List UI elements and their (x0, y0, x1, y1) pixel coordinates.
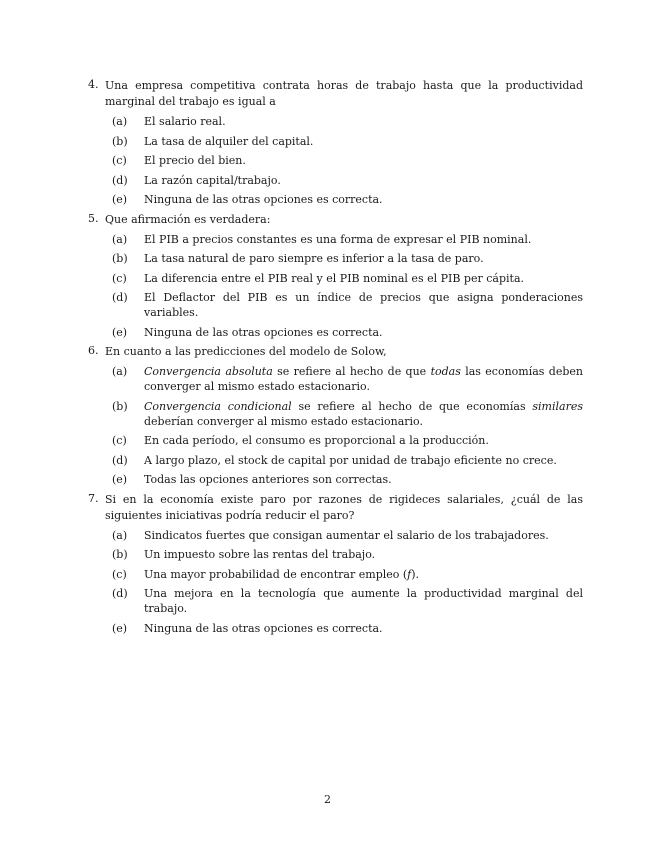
option-text-part: se refiere al hecho de que economías (291, 399, 533, 413)
option-text: El precio del bien. (144, 154, 246, 167)
option-label: (b) (112, 252, 128, 265)
option-d (88, 453, 583, 468)
emphasis-term: todas (430, 365, 461, 378)
option-label: (c) (112, 567, 127, 581)
option-text: Un impuesto sobre las rentas del trabajo. (144, 548, 376, 561)
option-a (88, 114, 583, 129)
question-text: Una empresa competitiva contrata horas de trabajo hasta que la productividad marginal del trabajo es igual a (105, 79, 583, 108)
option-b (88, 251, 583, 266)
option-a (88, 232, 583, 247)
option-b (88, 134, 583, 149)
question-text: Si en la economía existe paro por razones de rigideces salariales, ¿cuál de las siguientes iniciativas podría reducir el paro? (105, 492, 583, 522)
option-label: (b) (112, 548, 128, 561)
emphasis-term: Convergencia absoluta (144, 365, 273, 378)
option-label: (e) (112, 621, 128, 635)
option-text-part: se refiere al hecho de que (272, 365, 431, 378)
option-label: (d) (112, 291, 128, 304)
option-text-part: las economías deben converger al mismo estado estacionario. (144, 365, 583, 393)
option-label: (e) (112, 473, 128, 486)
option-list (88, 232, 583, 340)
option-text: El salario real. (144, 115, 226, 128)
option-text-part: Una mayor probabilidad de encontrar empleo ( (144, 567, 408, 581)
option-text: Todas las opciones anteriores son correctas. (144, 473, 392, 486)
option-b (88, 399, 583, 429)
option-e (88, 472, 583, 487)
option-text (144, 399, 583, 429)
option-label: (a) (112, 528, 128, 542)
question-text: En cuanto a las predicciones del modelo de Solow, (105, 345, 387, 358)
emphasis-term: f (407, 567, 412, 581)
option-label: (d) (112, 587, 128, 600)
question-4 (88, 78, 583, 207)
option-label: (a) (112, 115, 128, 128)
question-number: 6. (88, 344, 99, 357)
option-c (88, 271, 583, 286)
option-a (88, 364, 583, 394)
option-label: (c) (112, 271, 127, 285)
option-a (88, 528, 583, 543)
emphasis-term: similares (532, 399, 583, 413)
question-number: 5. (88, 211, 99, 225)
option-label: (a) (112, 232, 128, 246)
option-text (144, 567, 583, 582)
question-6 (88, 344, 583, 487)
option-label: (c) (112, 434, 127, 447)
option-text: Sindicatos fuertes que consigan aumentar el salario de los trabajadores. (144, 528, 549, 542)
option-list (88, 114, 583, 207)
option-b (88, 547, 583, 562)
option-label: (e) (112, 193, 128, 206)
option-e (88, 621, 583, 636)
option-text: La tasa de alquiler del capital. (144, 134, 314, 148)
option-text: Ninguna de las otras opciones es correcta. (144, 621, 383, 635)
option-list (88, 364, 583, 487)
option-text: Ninguna de las otras opciones es correcta. (144, 325, 383, 339)
question-number: 4. (88, 78, 99, 91)
exam-page (88, 78, 583, 640)
option-text: A largo plazo, el stock de capital por unidad de trabajo eficiente no crece. (144, 453, 557, 467)
option-text-part: deberían converger al mismo estado estacionario. (144, 414, 423, 428)
option-text: La tasa natural de paro siempre es inferior a la tasa de paro. (144, 252, 484, 265)
option-label: (a) (112, 365, 128, 378)
option-e (88, 192, 583, 207)
option-d (88, 290, 583, 320)
option-text: En cada período, el consumo es proporcional a la producción. (144, 434, 489, 447)
option-c (88, 153, 583, 168)
option-c (88, 567, 583, 582)
option-e (88, 325, 583, 340)
page-number: 2 (324, 793, 331, 806)
question-number: 7. (88, 491, 99, 505)
option-text: La razón capital/trabajo. (144, 173, 281, 187)
option-label: (c) (112, 154, 127, 167)
option-c (88, 433, 583, 448)
option-text: Una mejora en la tecnología que aumente la productividad marginal del trabajo. (144, 587, 583, 615)
option-list (88, 528, 583, 636)
option-label: (d) (112, 173, 128, 187)
question-text: Que afirmación es verdadera: (105, 212, 271, 226)
option-text: El PIB a precios constantes es una forma de expresar el PIB nominal. (144, 232, 532, 246)
option-text: El Deflactor del PIB es un índice de precios que asigna ponderaciones variables. (144, 291, 583, 319)
option-text: Ninguna de las otras opciones es correcta. (144, 193, 383, 206)
option-text-part: ). (411, 567, 420, 581)
emphasis-term: Convergencia condicional (144, 399, 292, 413)
option-d (88, 586, 583, 616)
option-label: (b) (112, 134, 128, 148)
option-text (144, 364, 583, 394)
option-label: (b) (112, 399, 128, 413)
option-label: (e) (112, 325, 128, 339)
question-5 (88, 212, 583, 340)
question-7 (88, 492, 583, 636)
option-text: La diferencia entre el PIB real y el PIB nominal es el PIB per cápita. (144, 271, 524, 285)
option-d (88, 173, 583, 188)
option-label: (d) (112, 453, 128, 467)
